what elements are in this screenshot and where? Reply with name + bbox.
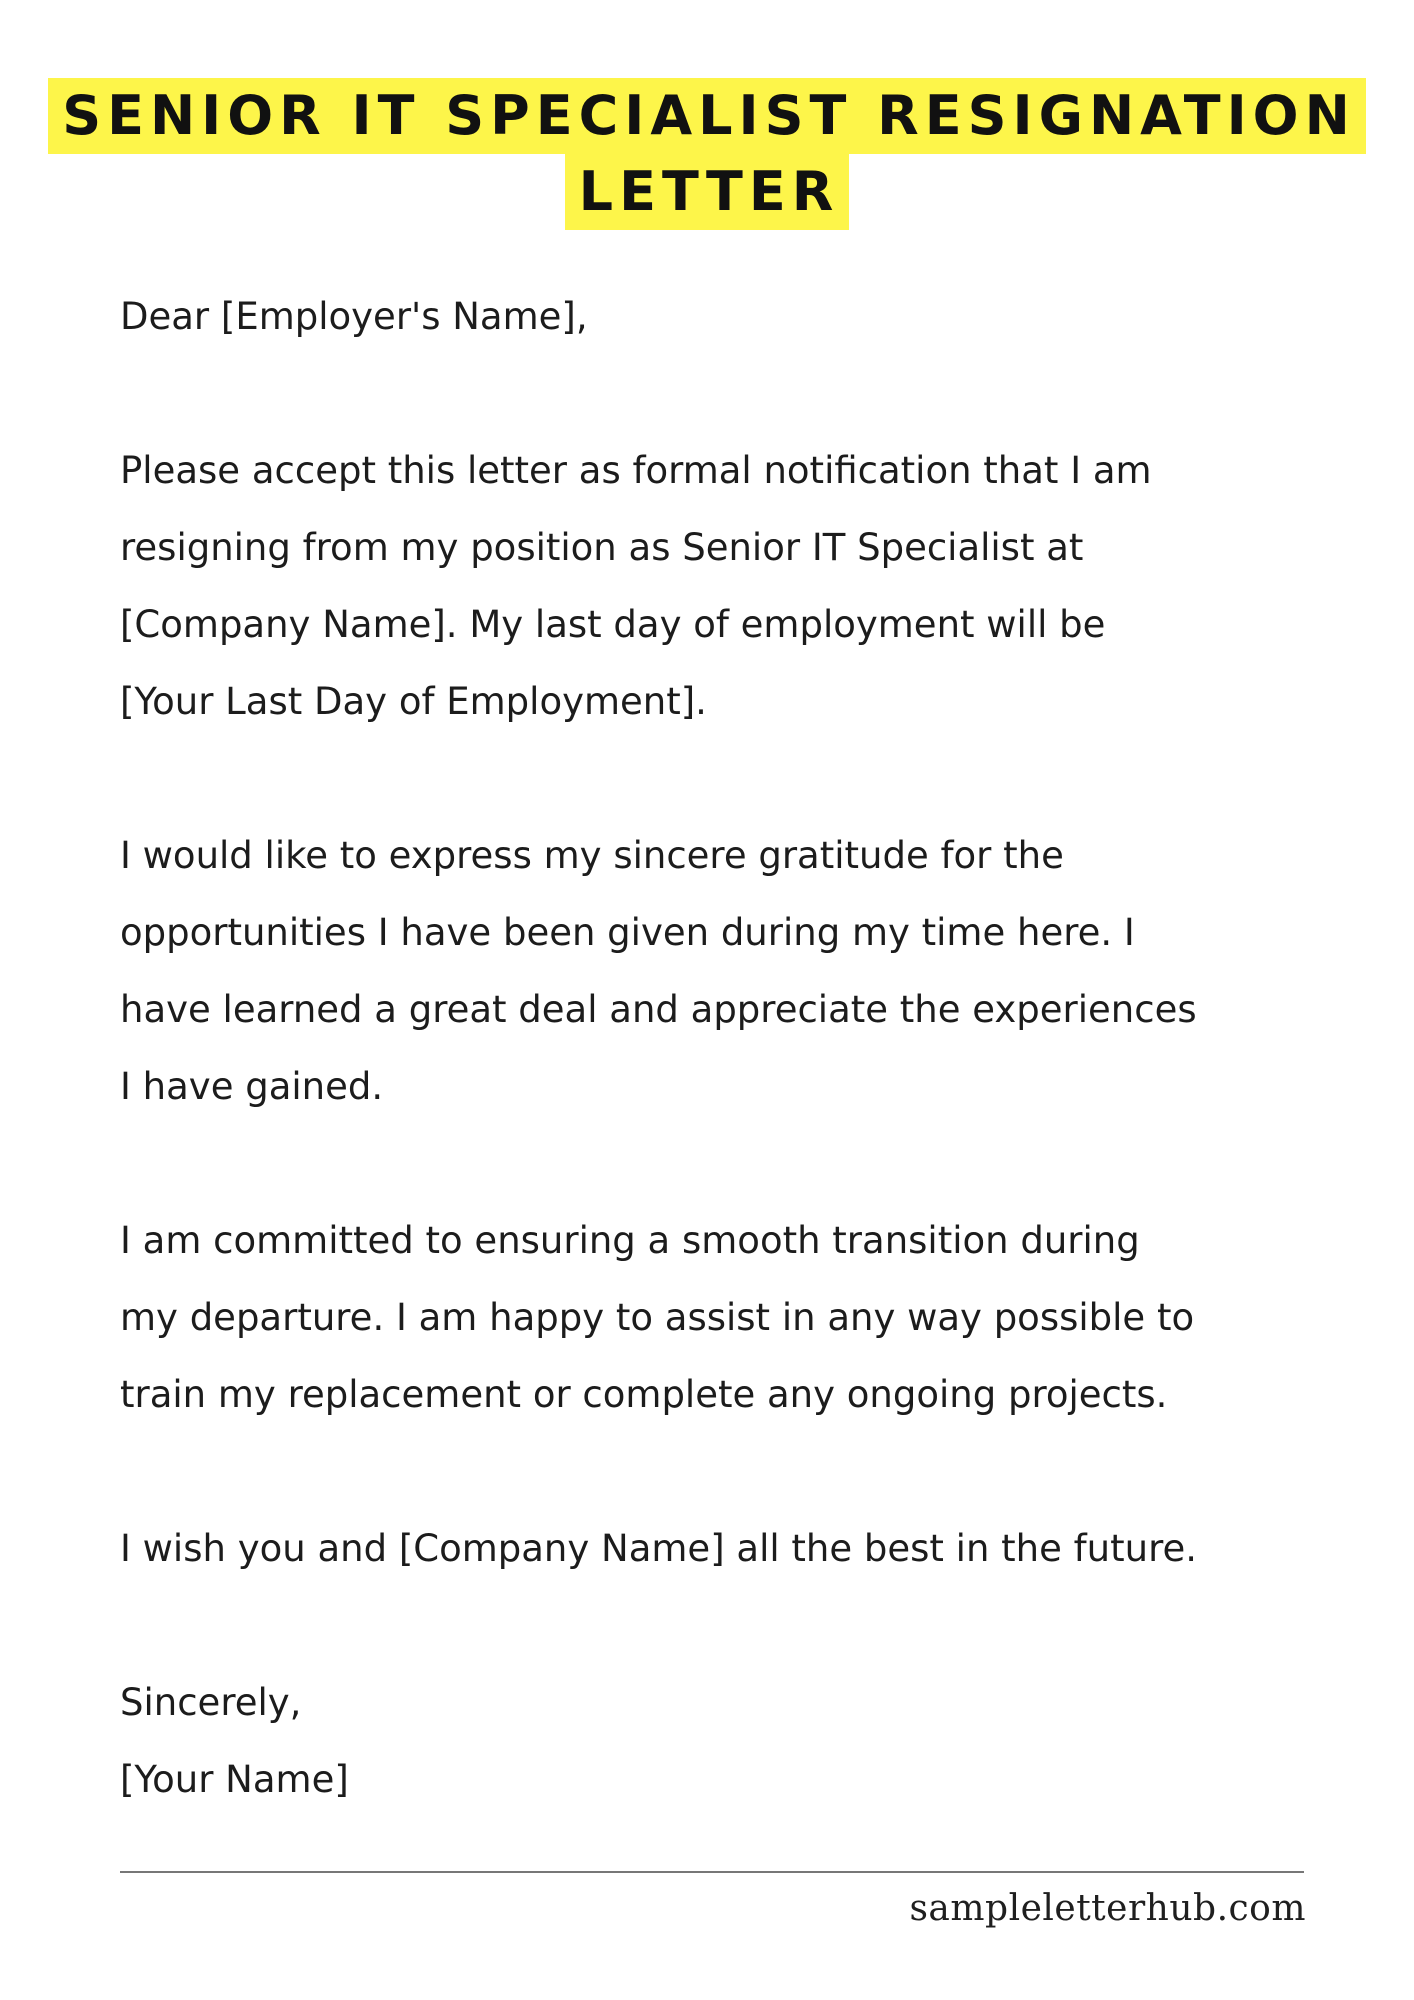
paragraph-wishes: [120, 1510, 1360, 1587]
title-line-1: SENIOR IT SPECIALIST RESIGNATION: [48, 78, 1366, 154]
paragraph-gratitude: [120, 817, 1360, 1125]
paragraph-line: opportunities I have been given during my time here. I: [120, 911, 1135, 954]
closing-block: [120, 1664, 1360, 1818]
salutation: [120, 278, 1360, 355]
document-title: [0, 78, 1414, 230]
signature-placeholder: [Your Name]: [120, 1758, 349, 1801]
paragraph-line: [Company Name]. My last day of employment will be: [120, 603, 1106, 646]
paragraph-line: train my replacement or complete any ongoing projects.: [120, 1373, 1168, 1416]
paragraph-line: my departure. I am happy to assist in any way possible to: [120, 1296, 1195, 1339]
title-line-2: LETTER: [565, 154, 850, 230]
paragraph-line: I am committed to ensuring a smooth transition during: [120, 1219, 1140, 1262]
paragraph-line: resigning from my position as Senior IT Specialist at: [120, 526, 1084, 569]
paragraph-notification: [120, 432, 1360, 740]
paragraph-line: I wish you and [Company Name] all the best in the future.: [120, 1527, 1197, 1570]
paragraph-line: I have gained.: [120, 1065, 384, 1108]
closing-text: Sincerely,: [120, 1681, 302, 1724]
paragraph-transition: [120, 1202, 1360, 1433]
footer-website: sampleletterhub.com: [909, 1888, 1306, 1929]
paragraph-line: I would like to express my sincere gratitude for the: [120, 834, 1064, 877]
paragraph-line: Please accept this letter as formal notification that I am: [120, 449, 1152, 492]
paragraph-line: [Your Last Day of Employment].: [120, 680, 707, 723]
paragraph-line: have learned a great deal and appreciate the experiences: [120, 988, 1197, 1031]
salutation-text: Dear [Employer's Name],: [120, 295, 588, 338]
letter-body: [120, 278, 1360, 1818]
footer-divider: [120, 1871, 1304, 1873]
